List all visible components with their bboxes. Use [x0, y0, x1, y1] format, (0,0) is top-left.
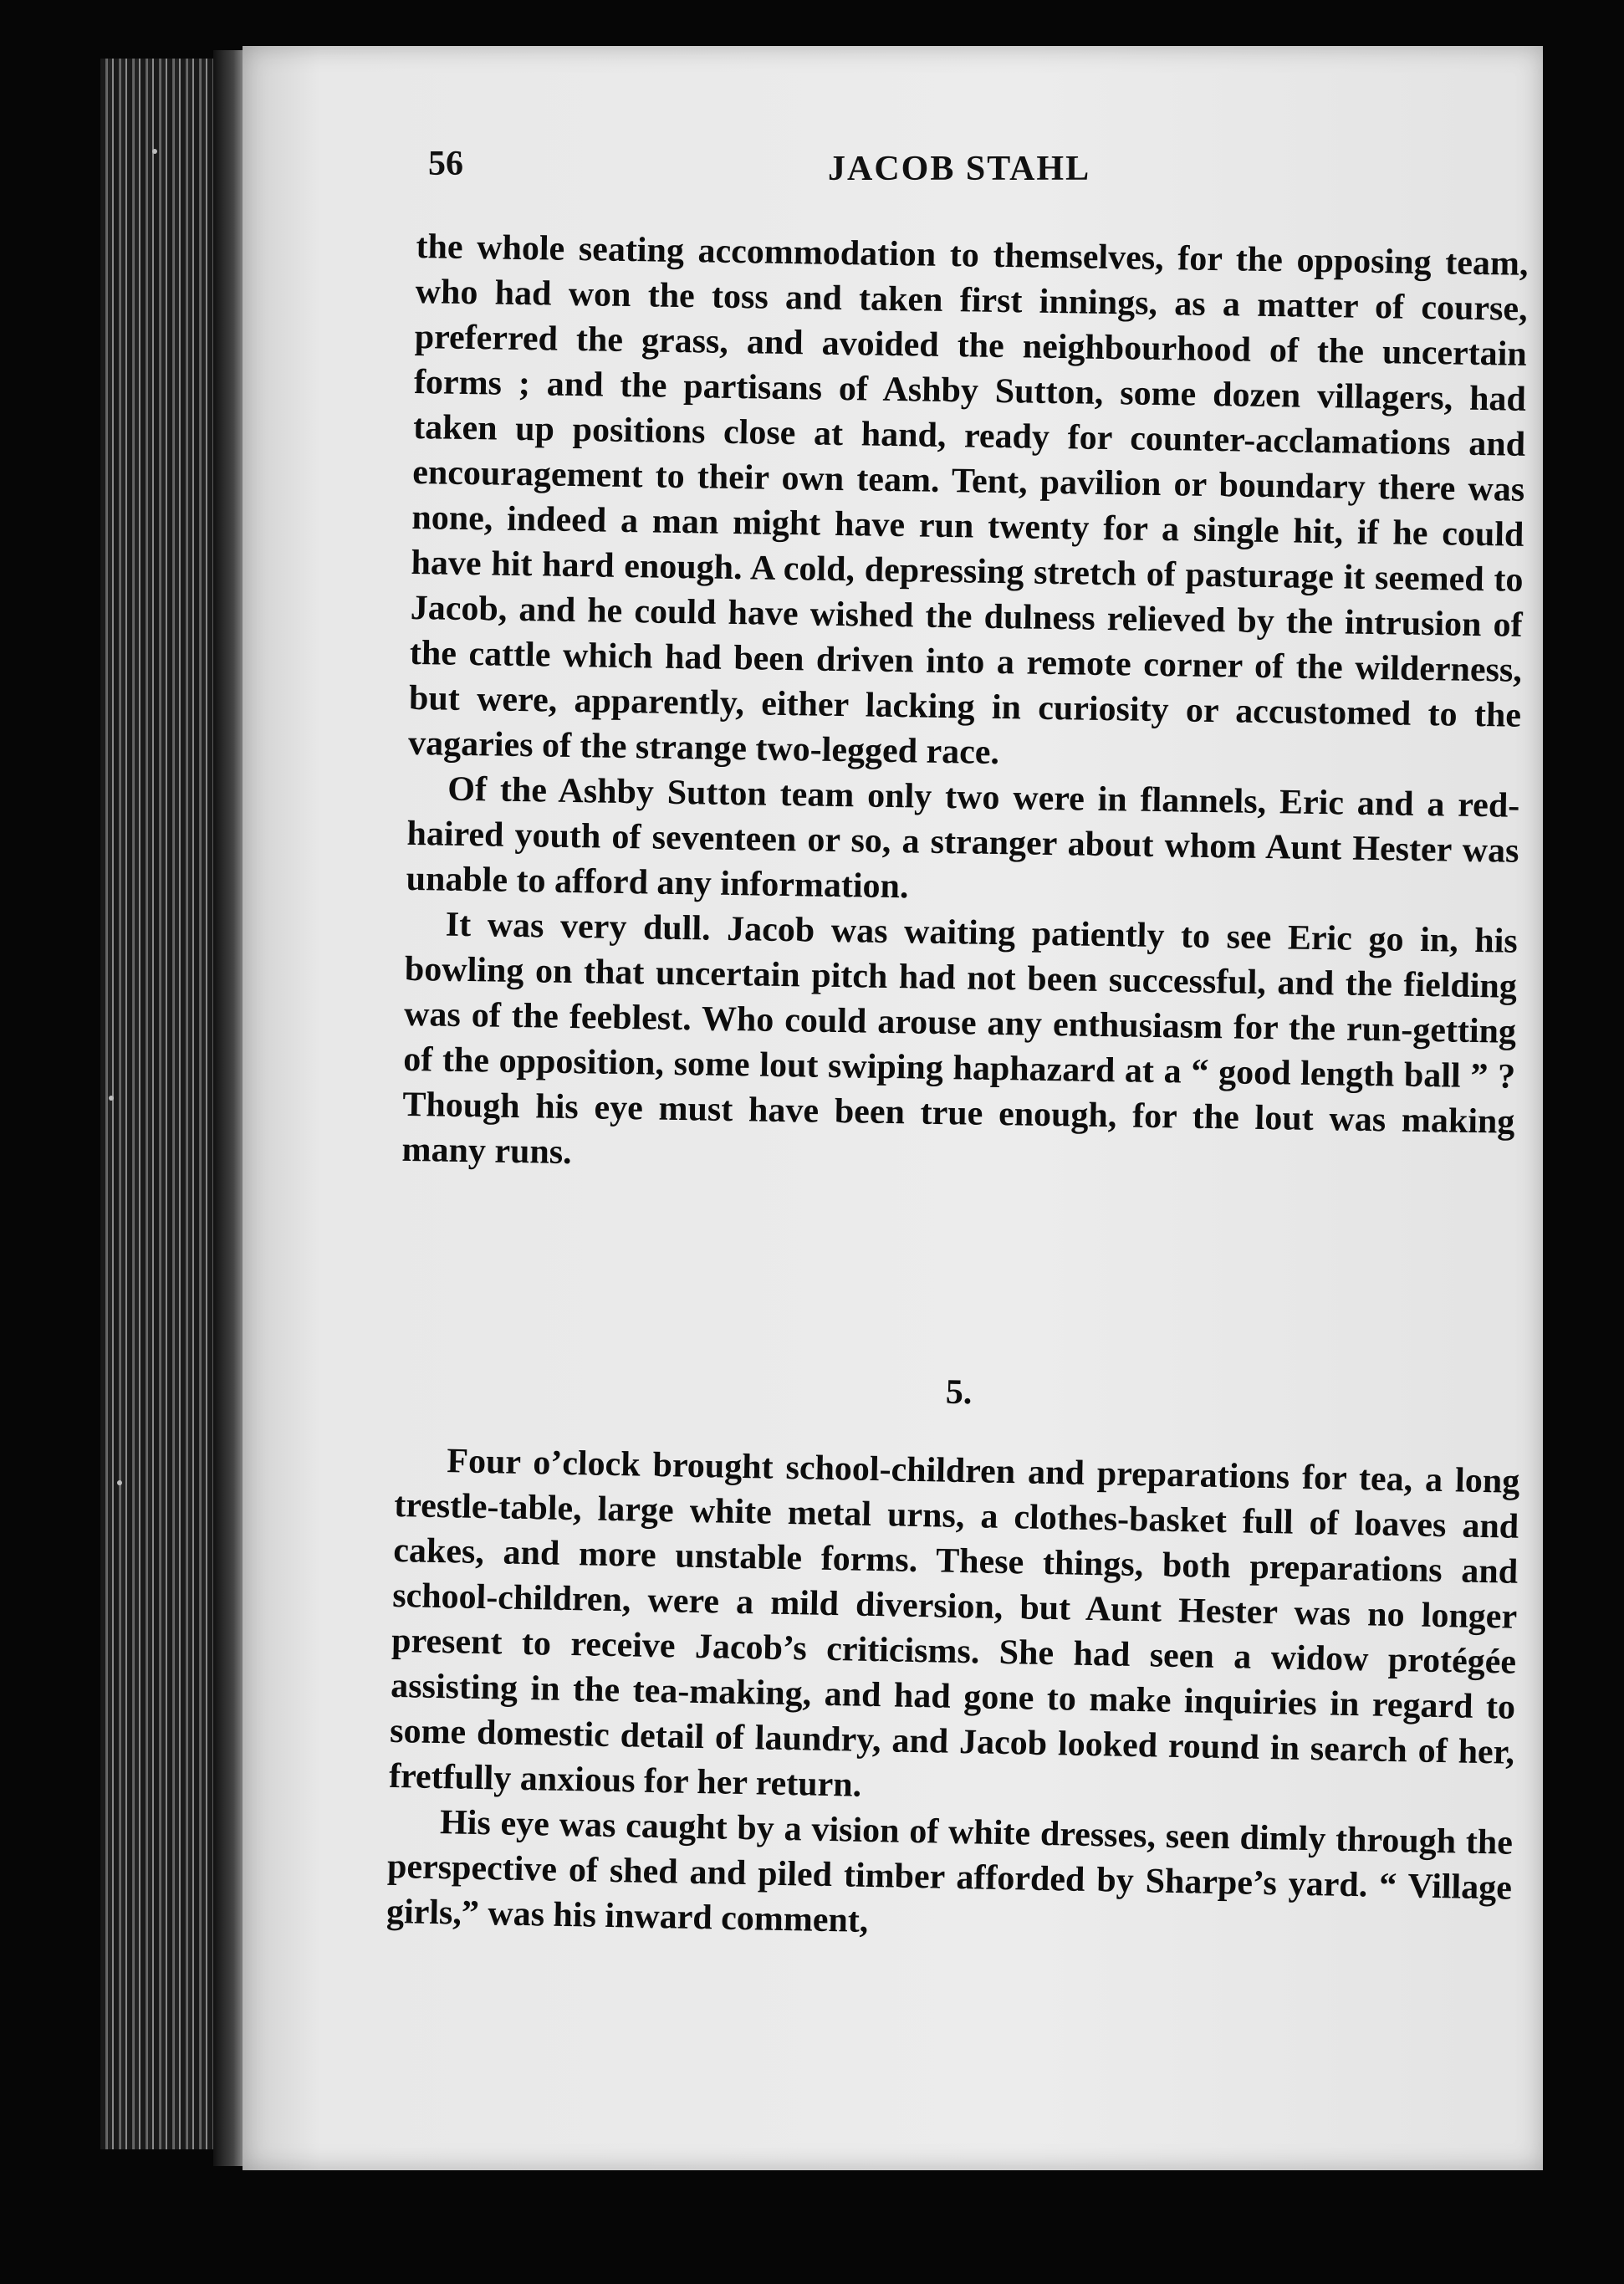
paragraph: It was very dull. Jacob was waiting patiently to see Eric go in, his bowling on that uncertain pitch had not been successful, and the fielding was of the feeblest. Who could arouse any enthusiasm for the run-getting of the opposition, some lout swiping haphazard at a “ good length ball ” ? Though his eye must have been true enough, for the lout was making many runs.: [401, 905, 1519, 1173]
paragraph: Four o’clock brought school-children and preparations for tea, a long trestle-table, large white metal urns, a clothes-basket full of loaves and cakes, and more unstable forms. These things, both preparations and school-children, were a mild diversion, but Aunt Hester was no longer present to receive Jacob’s criticisms. She had seen a widow protégée assisting in the tea-making, and had gone to make inquiries in regard to some domestic detail of laundry, and Jacob looked round in search of her, fretfully anxious for her return.: [388, 1442, 1520, 1805]
scan-speck: [117, 1480, 122, 1485]
running-head-title: JACOB STAHL: [828, 150, 1091, 188]
page-header: [428, 144, 1540, 202]
paragraph: His eye was caught by a vision of white dresses, seen dimly through the perspective of shed and piled timber afforded by Sharpe’s yard. “ Village girls,” was his inward comment,: [386, 1803, 1514, 1940]
upper-text-block: [401, 224, 1529, 1190]
paragraph: Of the Ashby Sutton team only two were in flannels, Eric and a red-haired youth of seventeen or so, a stranger about whom Aunt Hester was unable to afford any information.: [406, 769, 1520, 907]
gutter-shadow: [213, 50, 247, 2166]
section-number: 5.: [945, 1372, 973, 1413]
scan-speck: [152, 149, 157, 154]
paragraph-continued: the whole seating accommodation to themselves, for the opposing team, who had won the toss and taken first innings, as a matter of course, preferred the grass, and avoided the neighbourhood of the uncertain forms ; and the partisans of Ashby Sutton, some dozen villagers, had taken up positions close at hand, ready for counter-acclamations and encouragement to their own team. Tent, pavilion or boundary there was none, indeed a man might have run twenty for a single hit, if he could have hit hard enough. A cold, depressing stretch of pasturage it seemed to Jacob, and he could have wished the dulness relieved by the intrusion of the cattle which had been driven into a remote corner of the wilderness, but were, apparently, either lacking in curiosity or accustomed to the vagaries of the strange two-legged race.: [407, 227, 1529, 773]
page-number: 56: [428, 145, 463, 183]
scan-speck: [109, 1096, 114, 1101]
lower-text-block: [386, 1372, 1521, 1956]
